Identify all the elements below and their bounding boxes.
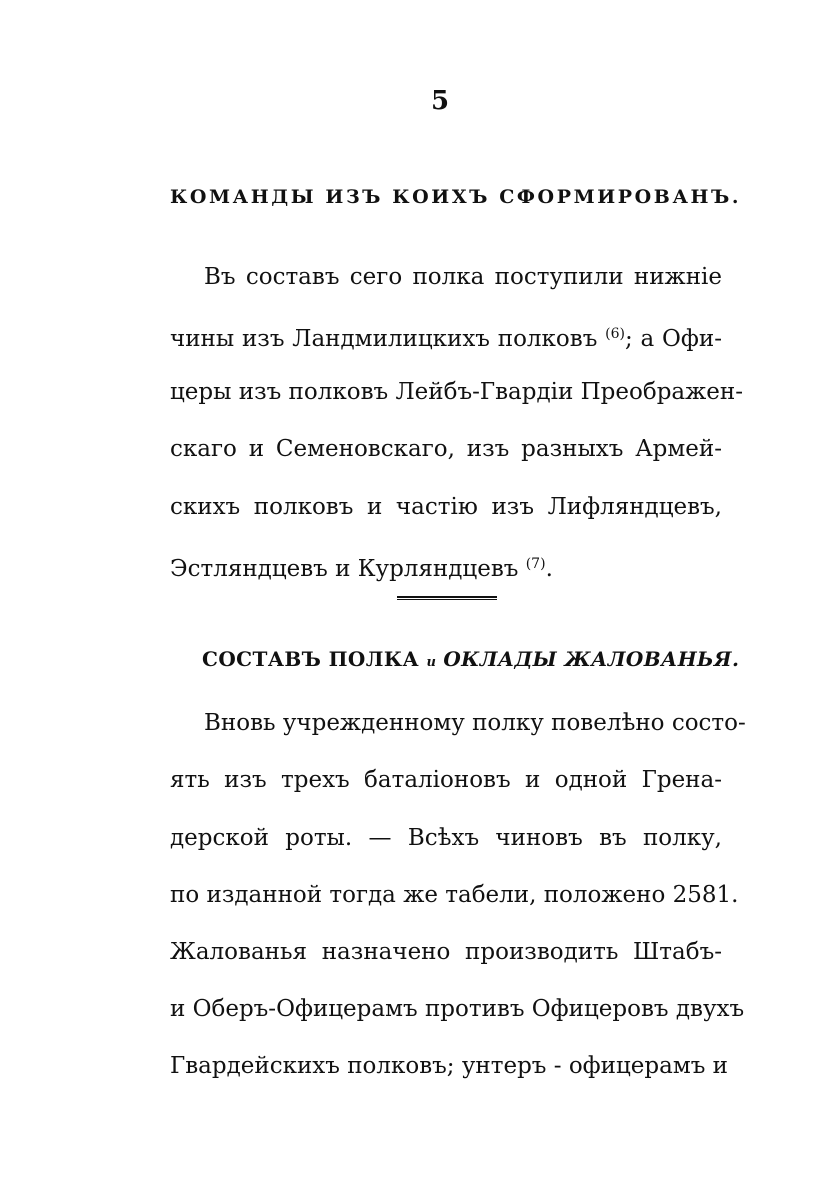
- footnote-marker: (7): [525, 556, 546, 572]
- text-line: [170, 319, 723, 352]
- text-fragment: ; а Офи-: [624, 326, 723, 352]
- section-divider: [397, 596, 497, 600]
- text-line: скихъ полковъ и частію изъ Лифляндцевъ,: [170, 494, 722, 520]
- text-fragment: чины изъ Ландмилицкихъ полковъ: [170, 326, 598, 352]
- text-line: церы изъ полковъ Лейбъ-Гвардіи Преображен-: [170, 379, 744, 405]
- text-line: дерской роты. — Всѣхъ чиновъ въ полку,: [170, 825, 722, 851]
- section-heading-commands: КОМАНДЫ ИЗЪ КОИХЪ СФОРМИРОВАНЪ.: [170, 186, 742, 208]
- text-line: скаго и Семеновскаго, изъ разныхъ Армей-: [170, 436, 722, 462]
- page-number: 5: [430, 86, 450, 116]
- text-line: Въ составъ сего полка поступили нижніе: [204, 264, 722, 290]
- heading-part: ОКЛАДЫ ЖАЛОВАНЬЯ.: [443, 647, 740, 671]
- text-line: ять изъ трехъ баталіоновъ и одной Грена-: [170, 767, 722, 793]
- text-fragment: Эстляндцевъ и Курляндцевъ: [170, 556, 519, 582]
- text-line: Вновь учрежденному полку повелѣно состо-: [204, 710, 746, 736]
- text-line: Гвардейскихъ полковъ; унтеръ - офицерамъ и: [170, 1053, 728, 1079]
- heading-conjunction: и: [426, 655, 436, 670]
- text-fragment: .: [545, 556, 553, 582]
- text-line: и Оберъ-Офицерамъ противъ Офицеровъ двухъ: [170, 996, 745, 1022]
- footnote-marker: (6): [605, 326, 625, 342]
- text-line: [170, 549, 722, 582]
- text-line: Жалованья назначено производить Штабъ-: [170, 939, 722, 965]
- heading-part: СОСТАВЪ ПОЛКА: [202, 647, 420, 671]
- section-heading-composition: [202, 647, 740, 671]
- text-line: по изданной тогда же табели, положено 2581.: [170, 882, 739, 908]
